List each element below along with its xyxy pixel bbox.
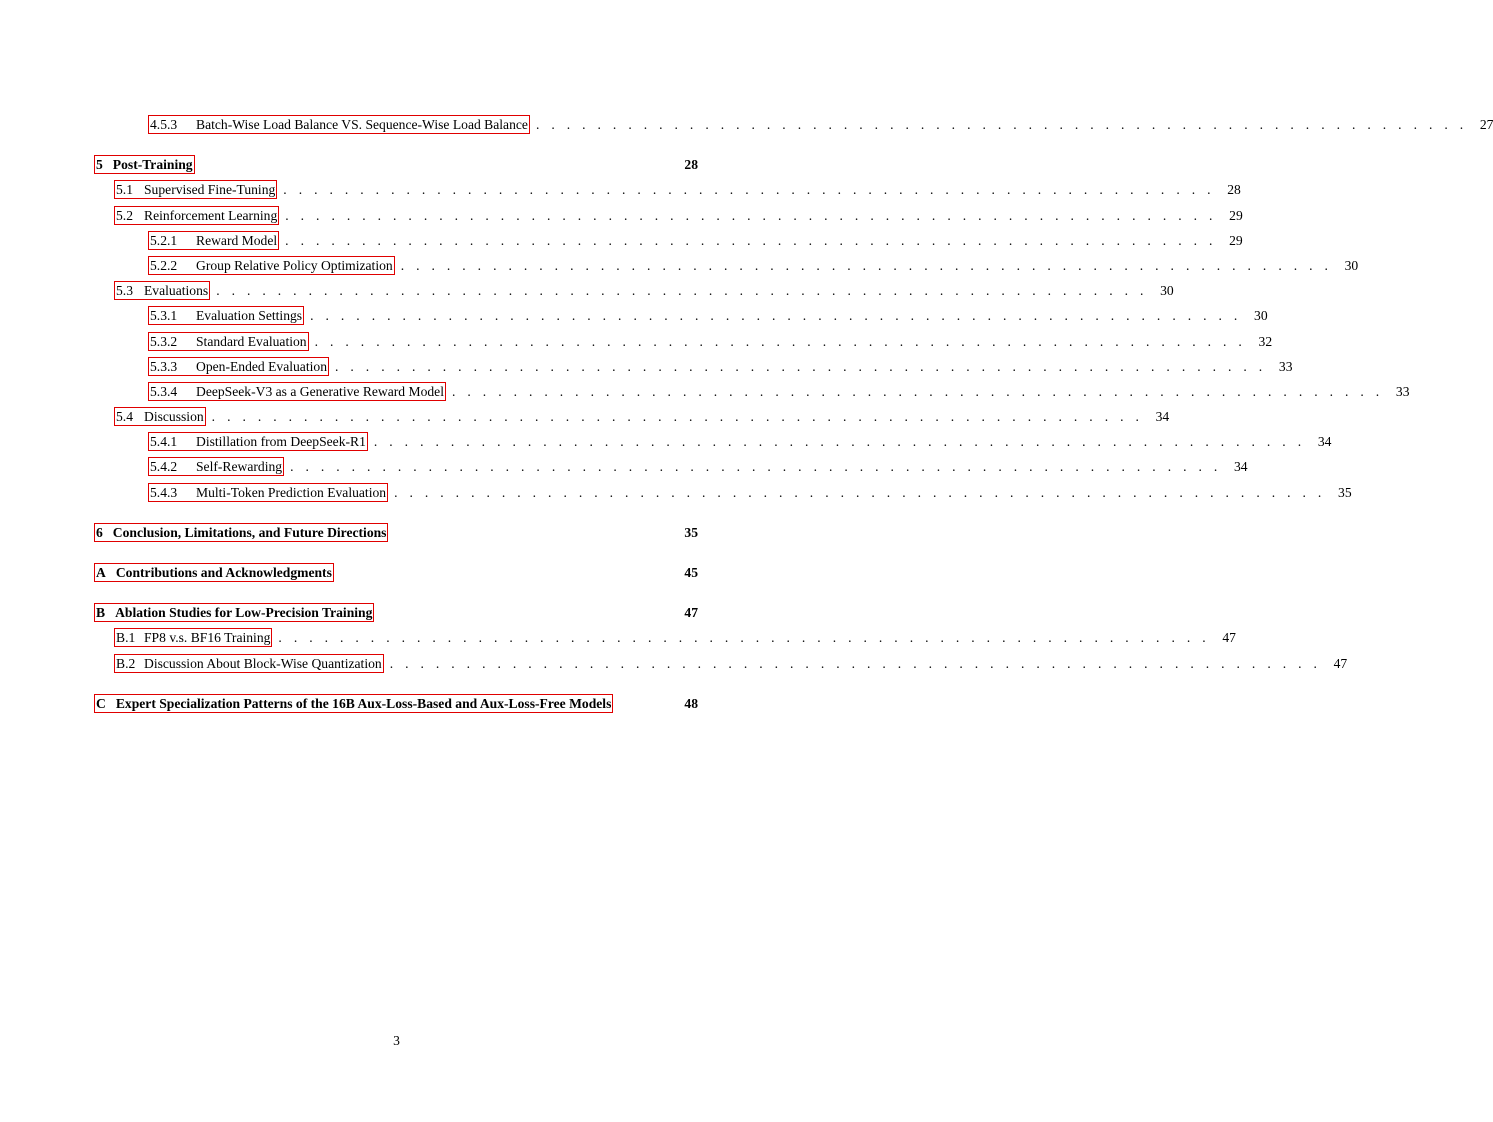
- dot-leader: . . . . . . . . . . . . . . . . . . . . . . . . . . . . . . . . . . . . . . . . . . . . . . . . . . . . . . . . . . . . .: [211, 409, 1144, 425]
- dot-leader: . . . . . . . . . . . . . . . . . . . . . . . . . . . . . . . . . . . . . . . . . . . . . . . . . . . . . . . . . . . . .: [394, 484, 1326, 500]
- toc-section-row: [94, 520, 698, 545]
- dot-leader: . . . . . . . . . . . . . . . . . . . . . . . . . . . . . . . . . . . . . . . . . . . . . . . . . . . . . . . . . . . . .: [389, 655, 1322, 671]
- toc-link[interactable]: [148, 306, 304, 325]
- toc-page-number: 30: [1344, 257, 1359, 273]
- toc-title: Multi-Token Prediction Evaluation: [196, 484, 387, 500]
- toc-number: 5.3.4: [150, 383, 178, 399]
- toc-entry-row: [94, 404, 1170, 429]
- toc-title: Evaluations: [144, 283, 209, 299]
- toc-number: 5.2.1: [150, 232, 178, 248]
- toc-page-number: 48: [684, 695, 698, 711]
- toc-section-row: [94, 691, 698, 716]
- toc-number: B.1: [116, 630, 136, 646]
- toc-number: C: [96, 695, 106, 711]
- toc-link[interactable]: [148, 357, 329, 376]
- toc-link[interactable]: [94, 694, 613, 713]
- toc-page-number: 30: [1254, 308, 1268, 324]
- toc-link[interactable]: [114, 206, 279, 225]
- dot-leader: . . . . . . . . . . . . . . . . . . . . . . . . . . . . . . . . . . . . . . . . . . . . . . . . . . . . . . . . . . . . .: [535, 117, 1468, 132]
- toc-page-number: 33: [1278, 358, 1293, 374]
- toc-number: 5.3.1: [150, 308, 178, 324]
- page-number: 3: [393, 1033, 400, 1048]
- toc-page-number: 47: [1222, 630, 1236, 646]
- toc-title: Post-Training: [112, 157, 193, 173]
- toc-link[interactable]: [148, 231, 279, 250]
- toc-title: Reward Model: [196, 232, 278, 248]
- toc-number: 5.2.2: [150, 257, 178, 273]
- toc-link[interactable]: [148, 382, 446, 401]
- toc-title: Batch-Wise Load Balance VS. Sequence-Wise Load Balance: [196, 117, 528, 132]
- toc-page-number: 28: [1227, 182, 1241, 198]
- toc-title: Discussion: [144, 409, 204, 425]
- dot-leader: . . . . . . . . . . . . . . . . . . . . . . . . . . . . . . . . . . . . . . . . . . . . . . . . . . . . . . . . . . . . .: [373, 434, 1306, 450]
- toc-page-number: 35: [1338, 484, 1352, 500]
- toc-link[interactable]: [94, 523, 388, 542]
- toc-entry-row: [94, 278, 1174, 303]
- dot-leader: . . . . . . . . . . . . . . . . . . . . . . . . . . . . . . . . . . . . . . . . . . . . . . . . . . . . . . . . . . . . .: [335, 358, 1267, 374]
- toc-page-number: 33: [1395, 383, 1410, 399]
- dot-leader: . . . . . . . . . . . . . . . . . . . . . . . . . . . . . . . . . . . . . . . . . . . . . . . . . . . . . . . . . . . . .: [314, 333, 1247, 349]
- toc-number: 5.4.3: [150, 484, 178, 500]
- toc-page-number: 30: [1160, 283, 1174, 299]
- toc-link[interactable]: [94, 155, 195, 174]
- toc-page-number: 47: [1333, 655, 1348, 671]
- toc-title: Distillation from DeepSeek-R1: [196, 434, 366, 450]
- toc-entry-row: [94, 228, 1243, 253]
- toc-number: 5.3: [116, 283, 133, 299]
- toc-entry-row: [94, 177, 1241, 202]
- toc-link[interactable]: [148, 432, 368, 451]
- toc-link[interactable]: [148, 332, 309, 351]
- toc-link[interactable]: [148, 115, 530, 134]
- toc-number: 5.1: [116, 182, 133, 198]
- toc-entry-row: [94, 379, 1410, 404]
- toc-title: Supervised Fine-Tuning: [144, 182, 276, 198]
- toc-page-number: 45: [684, 565, 698, 580]
- toc-number: 5.2: [116, 207, 133, 223]
- toc-entry-row: [94, 203, 1243, 228]
- toc-entry-row: [94, 329, 1273, 354]
- toc-page-number: 47: [684, 605, 698, 621]
- toc-entry-row: [94, 480, 1352, 505]
- dot-leader: . . . . . . . . . . . . . . . . . . . . . . . . . . . . . . . . . . . . . . . . . . . . . . . . . . . . . . . . . . . . .: [310, 308, 1242, 324]
- toc-title: Ablation Studies for Low-Precision Training: [115, 605, 373, 621]
- toc-number: 5.3.3: [150, 358, 178, 374]
- toc-title: Group Relative Policy Optimization: [196, 257, 393, 273]
- toc-title: Contributions and Acknowledgments: [115, 565, 332, 580]
- toc-number: B.2: [116, 655, 136, 671]
- toc-page-number: 34: [1317, 434, 1332, 450]
- toc-section-row: [94, 600, 698, 625]
- toc-page-number: 27: [1479, 117, 1493, 132]
- toc-title: Expert Specialization Patterns of the 16B Aux-Loss-Based and Aux-Loss-Free Models: [115, 695, 612, 711]
- toc-section-row: [94, 560, 698, 585]
- toc-number: 5: [96, 157, 103, 173]
- dot-leader: . . . . . . . . . . . . . . . . . . . . . . . . . . . . . . . . . . . . . . . . . . . . . . . . . . . . . . . . . . . . .: [283, 182, 1215, 198]
- toc-title: Standard Evaluation: [196, 333, 307, 349]
- toc-number: 5.4: [116, 409, 133, 425]
- table-of-contents: [94, 112, 1493, 716]
- dot-leader: . . . . . . . . . . . . . . . . . . . . . . . . . . . . . . . . . . . . . . . . . . . . . . . . . . . . . . . . . . . . .: [278, 630, 1210, 646]
- dot-leader: . . . . . . . . . . . . . . . . . . . . . . . . . . . . . . . . . . . . . . . . . . . . . . . . . . . . . . . . . . . . .: [400, 257, 1333, 273]
- dot-leader: . . . . . . . . . . . . . . . . . . . . . . . . . . . . . . . . . . . . . . . . . . . . . . . . . . . . . . . . . . . . .: [216, 283, 1148, 299]
- toc-page-number: 28: [684, 157, 698, 173]
- toc-link[interactable]: [148, 457, 284, 476]
- dot-leader: . . . . . . . . . . . . . . . . . . . . . . . . . . . . . . . . . . . . . . . . . . . . . . . . . . . . . . . . . . . . .: [285, 232, 1217, 248]
- toc-link[interactable]: [148, 483, 388, 502]
- toc-number: B: [96, 605, 106, 621]
- toc-page-number: 32: [1258, 333, 1273, 349]
- toc-number: 4.5.3: [150, 117, 178, 132]
- toc-title: Evaluation Settings: [196, 308, 303, 324]
- toc-page-number: 29: [1229, 232, 1243, 248]
- toc-link[interactable]: [114, 628, 272, 647]
- toc-link[interactable]: [114, 281, 210, 300]
- toc-link[interactable]: [94, 563, 334, 582]
- toc-entry-row: [94, 651, 1348, 676]
- toc-title: Open-Ended Evaluation: [196, 358, 327, 374]
- toc-entry-row: [94, 303, 1268, 328]
- toc-link[interactable]: [114, 407, 206, 426]
- toc-title: Conclusion, Limitations, and Future Directions: [112, 524, 387, 540]
- toc-entry-row: [94, 253, 1359, 278]
- toc-entry-row: [94, 454, 1248, 479]
- toc-title: Discussion About Block-Wise Quantization: [144, 655, 382, 671]
- toc-section-row: [94, 152, 698, 177]
- toc-title: Reinforcement Learning: [144, 207, 278, 223]
- toc-link[interactable]: [94, 603, 374, 622]
- toc-link[interactable]: [114, 180, 277, 199]
- toc-link[interactable]: [148, 256, 395, 275]
- toc-entry-row: [94, 625, 1236, 650]
- toc-page-number: 34: [1234, 459, 1248, 475]
- toc-title: FP8 v.s. BF16 Training: [144, 630, 271, 646]
- dot-leader: . . . . . . . . . . . . . . . . . . . . . . . . . . . . . . . . . . . . . . . . . . . . . . . . . . . . . . . . . . . . .: [285, 207, 1217, 223]
- toc-page-number: 35: [684, 524, 698, 540]
- dot-leader: . . . . . . . . . . . . . . . . . . . . . . . . . . . . . . . . . . . . . . . . . . . . . . . . . . . . . . . . . . . . .: [290, 459, 1222, 475]
- toc-title: DeepSeek-V3 as a Generative Reward Model: [196, 383, 444, 399]
- toc-number: 6: [96, 524, 103, 540]
- toc-number: 5.3.2: [150, 333, 178, 349]
- toc-page-number: 29: [1229, 207, 1243, 223]
- toc-entry-row: [94, 429, 1332, 454]
- toc-number: A: [96, 565, 106, 580]
- toc-entry-row: [94, 354, 1293, 379]
- toc-page-number: 34: [1155, 409, 1170, 425]
- toc-number: 5.4.1: [150, 434, 178, 450]
- dot-leader: . . . . . . . . . . . . . . . . . . . . . . . . . . . . . . . . . . . . . . . . . . . . . . . . . . . . . . . . . . . . .: [452, 383, 1384, 399]
- toc-number: 5.4.2: [150, 459, 178, 475]
- toc-title: Self-Rewarding: [196, 459, 283, 475]
- toc-entry-row: [94, 112, 1493, 137]
- toc-link[interactable]: [114, 654, 384, 673]
